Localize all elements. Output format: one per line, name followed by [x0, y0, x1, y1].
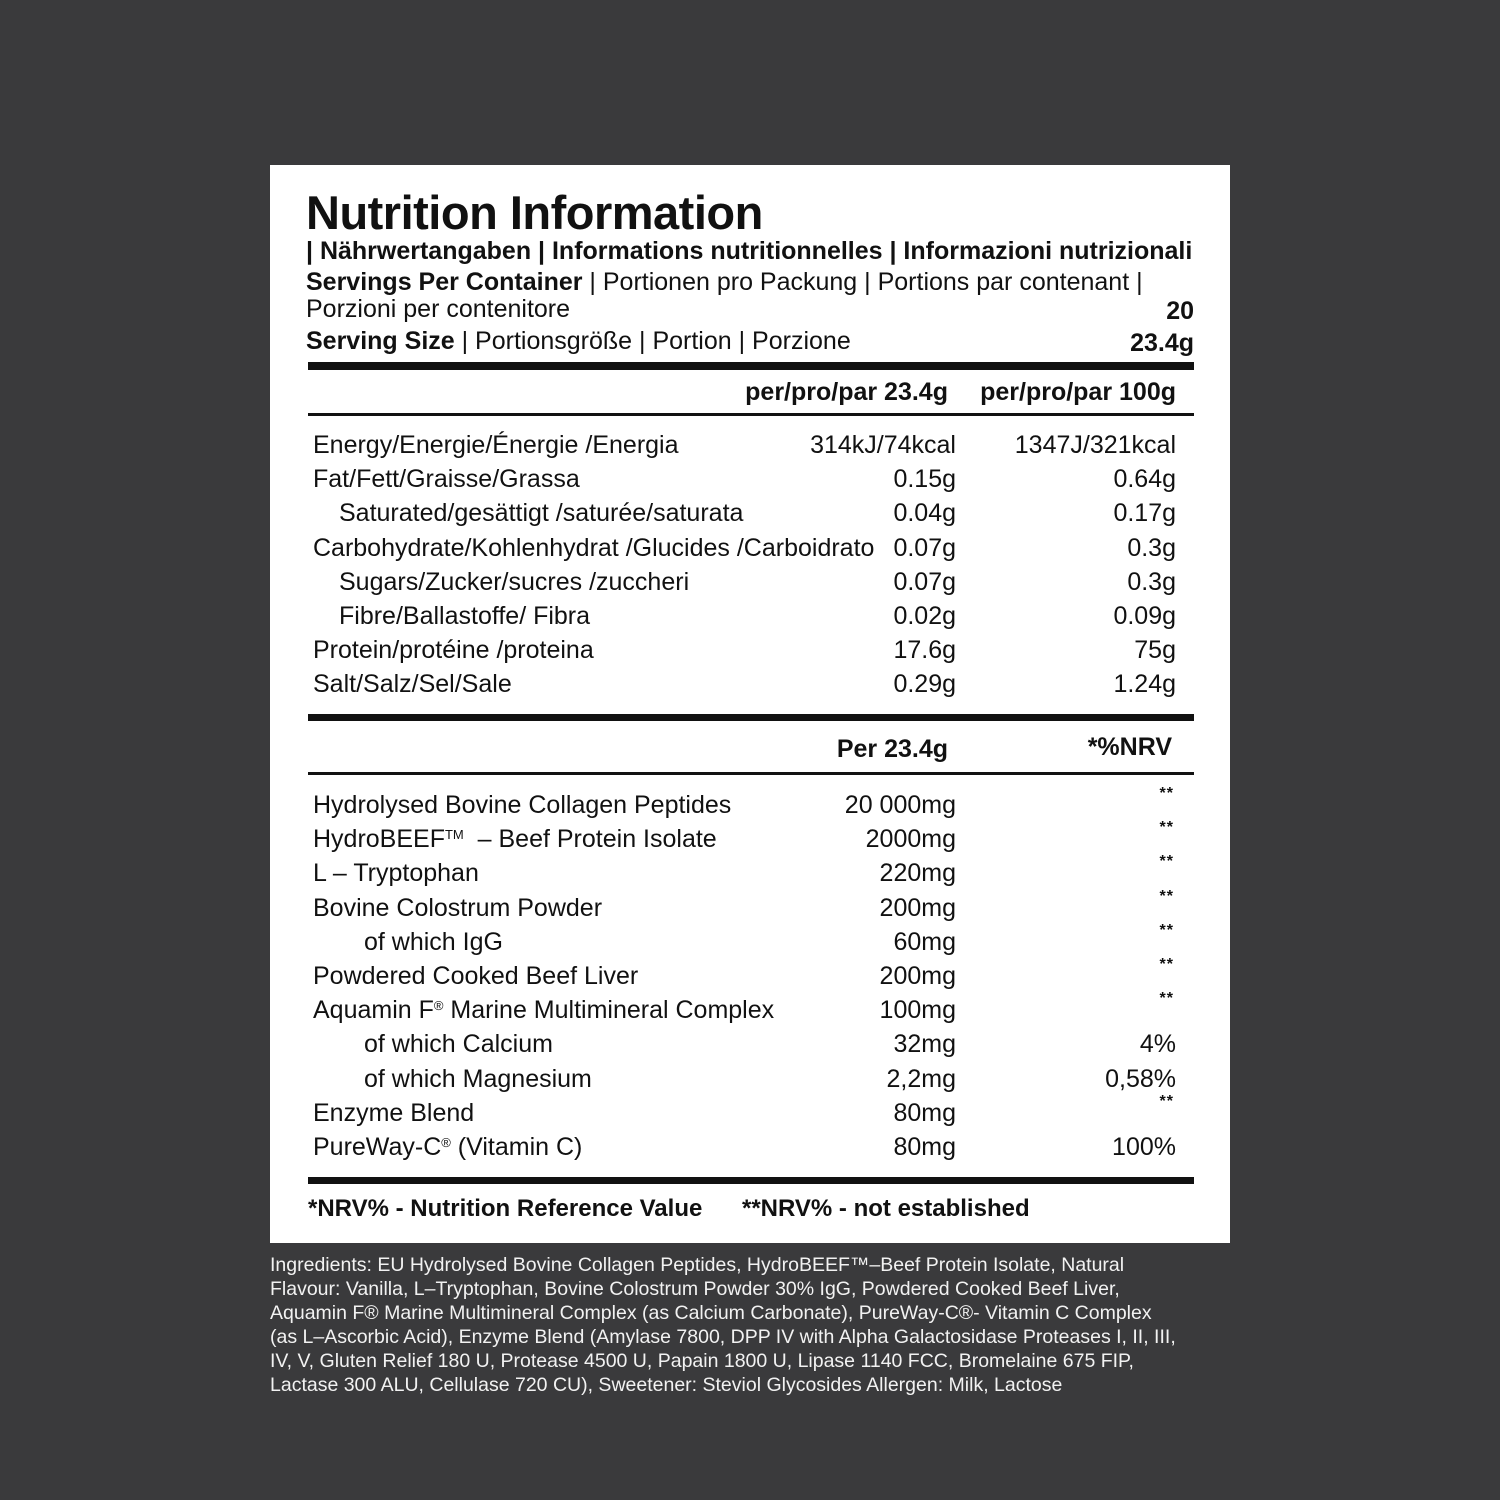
row-label — [339, 499, 743, 528]
row-label — [313, 670, 512, 699]
servings-value: 20 — [1166, 297, 1194, 325]
row-label-text: Carbohydrate/Kohlenhydrat /Glucides /Carboidrato — [313, 533, 875, 562]
table-row — [270, 785, 1230, 825]
row-value-per-100g: 0.64g — [1113, 465, 1176, 494]
row-value-per-serving: 0.07g — [893, 533, 956, 562]
ingredients-line: Flavour: Vanilla, L–Tryptophan, Bovine Colostrum Powder 30% IgG, Powdered Cooked Beef Liver, — [270, 1278, 1120, 1300]
serving-size-value: 23.4g — [1130, 329, 1194, 357]
servings-label: Servings Per Container — [306, 268, 583, 296]
row-label-text: of which Magnesium — [364, 1064, 592, 1093]
row-label — [313, 465, 580, 494]
footnote-nrv: *NRV% - Nutrition Reference Value — [308, 1195, 703, 1222]
row-value-nrv: ** — [1159, 785, 1174, 802]
row-label — [313, 962, 638, 991]
row-label-superscript: ® — [433, 998, 444, 1014]
row-label — [313, 1099, 474, 1128]
row-value-nrv: ** — [1159, 887, 1174, 905]
row-value-nrv: ** — [1159, 819, 1174, 837]
row-label-text: Sugars/Zucker/sucres /zuccheri — [339, 567, 690, 596]
row-label-text: PureWay-C — [313, 1133, 442, 1161]
table-row — [270, 990, 1230, 1030]
table-row — [270, 636, 1230, 670]
row-value-nrv: ** — [1159, 990, 1174, 1008]
row-value-per-serving: 200mg — [879, 962, 956, 990]
row-value-nrv: ** — [1159, 1092, 1174, 1110]
ingredients-text — [270, 1253, 1245, 1397]
divider-thick — [308, 362, 1194, 370]
row-label-text: Fibre/Ballastoffe/ Fibra — [339, 602, 591, 630]
table1-col2-header: per/pro/par 100g — [980, 378, 1176, 406]
row-value-per-100g: 75g — [1134, 636, 1176, 665]
row-value-per-serving: 80mg — [893, 1098, 956, 1127]
row-label-text: of which Calcium — [364, 1030, 553, 1059]
table-row — [270, 853, 1230, 893]
row-label-text: Powdered Cooked Beef Liver — [313, 962, 639, 990]
row-value-per-serving: 0.04g — [893, 499, 956, 528]
ingredients-line: IV, V, Gluten Relief 180 U, Protease 4500 U, Papain 1800 U, Lipase 1140 FCC, Bromelaine 675 FIP, — [270, 1350, 1134, 1372]
row-value-per-serving: 20 000mg — [844, 791, 956, 819]
row-label-text: Bovine Colostrum Powder — [313, 893, 603, 922]
row-value-per-serving: 314kJ/74kcal — [810, 431, 956, 459]
row-label-text: Hydrolysed Bovine Collagen Peptides — [313, 791, 732, 819]
row-value-per-100g: 1347J/321kcal — [1014, 431, 1176, 459]
row-value-nrv: 0,58% — [1105, 1064, 1176, 1093]
row-value-nrv: ** — [1159, 853, 1174, 871]
table-row — [270, 1133, 1230, 1167]
row-value-per-serving: 0.02g — [893, 602, 956, 630]
row-label — [364, 1030, 553, 1059]
servings-per-container — [306, 268, 1143, 297]
row-label — [339, 568, 689, 597]
table-row — [270, 887, 1230, 928]
ingredients-line: Aquamin F® Marine Multimineral Complex (as Calcium Carbonate), PureWay-C®- Vitamin C Complex — [270, 1302, 1152, 1324]
table-row — [270, 1030, 1230, 1064]
row-label-superscript: TM — [444, 827, 464, 843]
row-value-per-100g: 0.17g — [1113, 499, 1176, 528]
row-value-per-serving: 0.29g — [893, 670, 956, 699]
table-row — [270, 602, 1230, 636]
row-label — [313, 1133, 582, 1162]
row-label-text: HydroBEEF — [313, 825, 445, 854]
table-row — [270, 499, 1230, 533]
row-value-per-100g: 1.24g — [1113, 670, 1176, 699]
row-value-per-serving: 0.07g — [893, 567, 956, 596]
serving-size-label: Serving Size — [306, 327, 455, 355]
table-row — [270, 1092, 1230, 1133]
row-value-per-100g: 0.3g — [1127, 567, 1176, 596]
row-value-per-serving: 60mg — [893, 927, 956, 956]
row-label — [313, 894, 602, 923]
row-value-nrv: 4% — [1139, 1030, 1176, 1059]
row-label-text: Protein/protéine /proteina — [313, 636, 594, 665]
table-row — [270, 921, 1230, 962]
servings-translations: | Portionen pro Packung | Portions par contenant | — [582, 268, 1143, 296]
row-label — [364, 928, 503, 957]
row-label — [313, 636, 594, 665]
row-label — [313, 791, 731, 820]
row-label-text: Salt/Salz/Sel/Sale — [313, 670, 512, 699]
row-value-per-serving: 100mg — [879, 996, 956, 1025]
row-label-suffix: – Beef Protein Isolate — [463, 825, 717, 854]
row-value-per-serving: 17.6g — [893, 636, 956, 665]
row-value-per-serving: 32mg — [893, 1030, 956, 1059]
servings-line2: Porzioni per contenitore — [306, 295, 571, 323]
table-row — [270, 1065, 1230, 1099]
ingredients-line: (as L–Ascorbic Acid), Enzyme Blend (Amylase 7800, DPP IV with Alpha Galactosidase Proteases I, II, III, — [270, 1326, 1176, 1348]
row-label — [339, 602, 590, 631]
divider-thin — [308, 413, 1194, 416]
ingredients-line: Lactase 300 ALU, Cellulase 720 CU), Sweetener: Steviol Glycosides Allergen: Milk, Lactose — [270, 1374, 1063, 1396]
row-value-per-100g: 0.09g — [1113, 602, 1176, 630]
row-label-text: Fat/Fett/Graisse/Grassa — [313, 465, 580, 494]
divider-thick — [308, 1177, 1194, 1184]
row-label — [313, 859, 479, 888]
row-label — [313, 996, 774, 1025]
table-row — [270, 465, 1230, 499]
footnote-not-established: **NRV% - not established — [742, 1195, 1030, 1222]
row-value-per-serving: 200mg — [879, 893, 956, 922]
divider-thick — [308, 714, 1194, 721]
row-label-text: L – Tryptophan — [313, 859, 479, 888]
row-label-suffix: Marine Multimineral Complex — [443, 996, 775, 1025]
table-row — [270, 534, 1230, 568]
row-label — [364, 1065, 592, 1094]
row-value-nrv: ** — [1159, 921, 1174, 939]
serving-size — [306, 327, 851, 356]
row-label-text: of which IgG — [364, 927, 503, 956]
table-row — [270, 819, 1230, 859]
table-row — [270, 568, 1230, 602]
row-value-per-serving: 80mg — [893, 1133, 956, 1161]
row-label-text: Saturated/gesättigt /saturée/saturata — [339, 499, 744, 528]
row-label-text: Enzyme Blend — [313, 1098, 475, 1127]
row-label-text: Energy/Energie/Énergie /Energia — [313, 431, 679, 459]
row-value-per-serving: 2,2mg — [886, 1064, 956, 1093]
row-value-per-100g: 0.3g — [1127, 533, 1176, 562]
table-row — [270, 956, 1230, 996]
table-row — [270, 431, 1230, 465]
table2-col2-header: *%NRV — [1087, 733, 1172, 761]
row-label-superscript: ® — [441, 1135, 451, 1150]
row-value-per-serving: 0.15g — [893, 465, 956, 494]
page-title: Nutrition Information — [306, 186, 763, 239]
row-label — [313, 534, 874, 563]
table-row — [270, 670, 1230, 704]
nutrition-panel — [270, 165, 1230, 1243]
row-value-nrv: 100% — [1112, 1133, 1176, 1161]
divider-thin — [308, 772, 1194, 775]
row-label-suffix: (Vitamin C) — [450, 1133, 583, 1161]
row-label-text: Aquamin F — [313, 996, 434, 1025]
row-label — [313, 431, 679, 460]
row-label — [313, 825, 717, 854]
subtitle-translations: | Nährwertangaben | Informations nutritionnelles | Informazioni nutrizionali — [306, 237, 1193, 265]
table2-col1-header: Per 23.4g — [836, 735, 948, 763]
table1-col1-header: per/pro/par 23.4g — [745, 378, 948, 406]
serving-size-translations: | Portionsgröße | Portion | Porzione — [454, 327, 851, 355]
row-value-per-serving: 220mg — [879, 859, 956, 888]
ingredients-line: Ingredients: EU Hydrolysed Bovine Collagen Peptides, HydroBEEF™–Beef Protein Isolate, Natural — [270, 1254, 1125, 1276]
row-value-per-serving: 2000mg — [865, 825, 956, 854]
row-value-nrv: ** — [1159, 956, 1174, 973]
